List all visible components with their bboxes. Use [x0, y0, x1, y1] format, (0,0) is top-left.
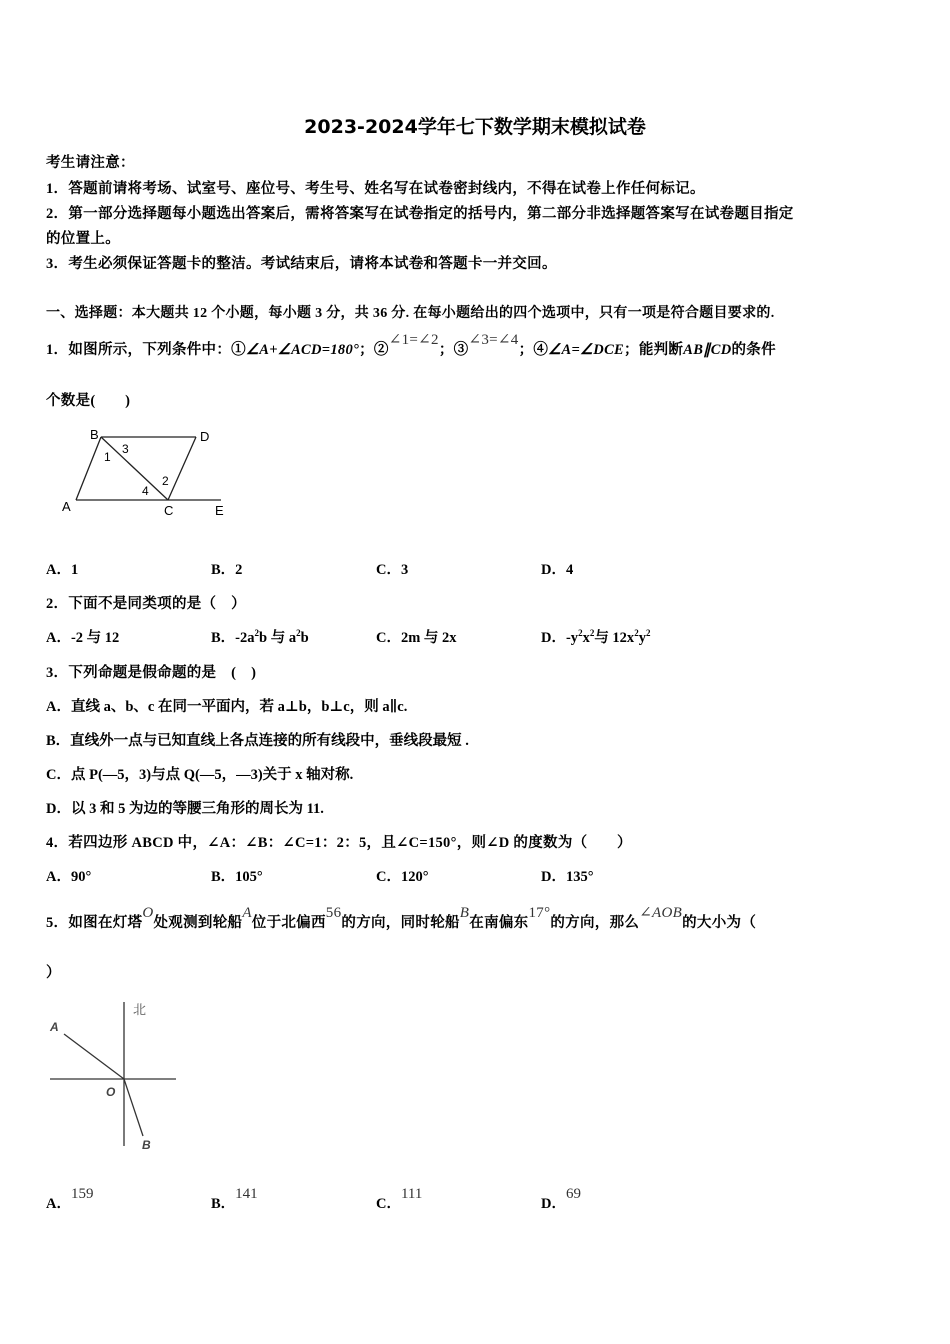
q5-angle-17: 17°	[528, 905, 551, 921]
q5-option-a	[46, 1186, 94, 1213]
q1-suffix-1: ；能判断	[624, 342, 684, 358]
question-5-figure	[44, 996, 184, 1156]
question-4-stem: 4．若四边形 ABCD 中，∠A：∠B：∠C=1：2：5，且∠C=150°，则∠D 的度数为（ ）	[46, 835, 632, 851]
q1-parallel: AB∥CD	[683, 342, 732, 358]
q1-option-d: D．4	[541, 562, 574, 578]
question-5-stem	[46, 905, 757, 932]
question-5-stem-line2: ）	[46, 965, 61, 981]
fig1-line-ab	[76, 437, 101, 500]
q2-d-t1: D．-y	[541, 630, 579, 646]
q4-option-c: C．120°	[376, 869, 429, 885]
question-1-figure	[56, 422, 236, 522]
q5-text-1: 5．如图在灯塔	[46, 915, 143, 931]
q5-a-letter: A．	[46, 1196, 71, 1212]
q1-condition-3: ∠3=∠4	[468, 332, 519, 348]
question-1-stem	[46, 332, 776, 359]
fig5-ray-oa	[64, 1034, 124, 1079]
q5-var-a: A	[242, 905, 252, 921]
fig1-label-c: C	[164, 503, 174, 518]
q2-b-s2: 2	[296, 628, 301, 639]
question-2-stem: 2．下面不是同类项的是（ ）	[46, 596, 246, 612]
q5-text-5: 在南偏东	[469, 915, 529, 931]
q5-option-c	[376, 1186, 423, 1213]
fig1-line-dc	[168, 437, 196, 500]
notice-heading: 考生请注意：	[46, 155, 135, 171]
q2-d-s1: 2	[578, 628, 583, 639]
q5-var-o: O	[142, 905, 154, 921]
fig1-label-e: E	[215, 503, 224, 518]
q2-a-text: A．-2 与 12	[46, 630, 120, 646]
q2-d-t3: 与 12x	[594, 630, 635, 646]
q3-option-c: C．点 P(—5，3)与点 Q(—5，—3)关于 x 轴对称.	[46, 767, 354, 783]
q3-option-a: A．直线 a、b、c 在同一平面内，若 a⊥b，b⊥c，则 a∥c.	[46, 699, 408, 715]
q5-var-b: B	[459, 905, 470, 921]
q1-condition-2: ∠1=∠2	[388, 332, 439, 348]
fig5-label-a: A	[50, 1020, 59, 1034]
fig1-label-1: 1	[104, 450, 111, 464]
q3-option-d: D．以 3 和 5 为边的等腰三角形的周长为 11.	[46, 801, 324, 817]
notice-item-2-cont: 的位置上。	[46, 231, 120, 247]
q1-sep-3: ；④	[518, 342, 549, 358]
fig1-label-3: 3	[122, 442, 129, 456]
q4-option-d: D．135°	[541, 869, 594, 885]
q5-c-value: 111	[400, 1186, 423, 1202]
q5-d-letter: D．	[541, 1196, 566, 1212]
q1-sep-1: ；②	[359, 342, 389, 358]
q5-text-6: 的方向，那么	[550, 915, 640, 931]
q2-option-b	[211, 626, 309, 647]
q1-condition-1: ∠A+∠ACD=180°	[245, 342, 360, 358]
fig5-label-b: B	[142, 1138, 151, 1152]
q5-angle-56: 56	[325, 905, 342, 921]
notice-item-1: 1．答题前请将考场、试室号、座位号、考生号、姓名写在试卷密封线内，不得在试卷上作任何标记。	[46, 181, 705, 197]
fig1-line-bc	[101, 437, 168, 500]
q2-d-s4: 2	[645, 628, 651, 639]
q5-option-d	[541, 1186, 581, 1213]
page-title: 2023-2024学年七下数学期末模拟试卷	[304, 116, 646, 138]
q2-b-t2: b 与 a	[259, 630, 297, 646]
q5-c-letter: C．	[376, 1196, 401, 1212]
q5-b-letter: B．	[211, 1196, 236, 1212]
q5-text-2: 处观测到轮船	[153, 915, 243, 931]
q2-d-t2: x	[582, 630, 590, 646]
fig1-label-4: 4	[142, 484, 149, 498]
q5-text-7: 的大小为（	[682, 915, 757, 931]
q1-option-b: B．2	[211, 562, 243, 578]
q1-prefix: 1．如图所示，下列条件中：①	[46, 342, 246, 358]
fig1-label-2: 2	[162, 474, 169, 488]
q4-option-b: B．105°	[211, 869, 263, 885]
q1-suffix-2: 的条件	[731, 342, 776, 358]
fig1-label-b: B	[90, 427, 99, 442]
q2-b-t1: B．-2a	[211, 630, 255, 646]
q3-option-b: B．直线外一点与已知直线上各点连接的所有线段中，垂线段最短 .	[46, 733, 469, 749]
q1-sep-2: ；③	[438, 342, 469, 358]
q5-b-value: 141	[235, 1186, 258, 1202]
q1-option-a: A．1	[46, 562, 79, 578]
notice-item-3: 3．考生必须保证答题卡的整洁。考试结束后，请将本试卷和答题卡一并交回。	[46, 256, 557, 272]
q5-angle-aob: ∠AOB	[639, 905, 683, 921]
q5-text-3: 位于北偏西	[251, 915, 326, 931]
q2-option-d	[541, 626, 650, 647]
q5-option-b	[211, 1186, 258, 1213]
q1-condition-4: ∠A=∠DCE	[548, 342, 625, 358]
q1-option-c: C．3	[376, 562, 409, 578]
q2-d-s2: 2	[589, 628, 595, 639]
q4-option-a: A．90°	[46, 869, 92, 885]
notice-item-2: 2．第一部分选择题每小题选出答案后，需将答案写在试卷指定的括号内，第二部分非选择题答案写在试卷题目指定	[46, 206, 794, 222]
fig1-label-d: D	[200, 429, 210, 444]
question-1-stem-line2: 个数是( )	[46, 393, 131, 409]
q5-a-value: 159	[70, 1186, 94, 1202]
q2-b-s1: 2	[254, 628, 259, 639]
q5-text-4: 的方向，同时轮船	[341, 915, 460, 931]
q2-c-text: C．2m 与 2x	[376, 630, 457, 646]
q2-option-c	[376, 626, 457, 647]
q5-d-value: 69	[565, 1186, 581, 1202]
q2-option-a	[46, 626, 119, 647]
q2-d-s3: 2	[634, 628, 639, 639]
fig5-label-o: O	[106, 1085, 116, 1099]
fig1-label-a: A	[62, 499, 71, 514]
q2-b-t3: b	[300, 630, 309, 646]
section-heading: 一、选择题：本大题共 12 个小题，每小题 3 分，共 36 分. 在每小题给出的四个选项中，只有一项是符合题目要求的.	[46, 306, 775, 321]
fig5-ray-ob	[124, 1079, 143, 1136]
question-3-stem: 3．下列命题是假命题的是 ( )	[46, 665, 257, 681]
fig5-label-north: 北	[133, 1003, 147, 1018]
q2-d-t4: y	[638, 630, 646, 646]
